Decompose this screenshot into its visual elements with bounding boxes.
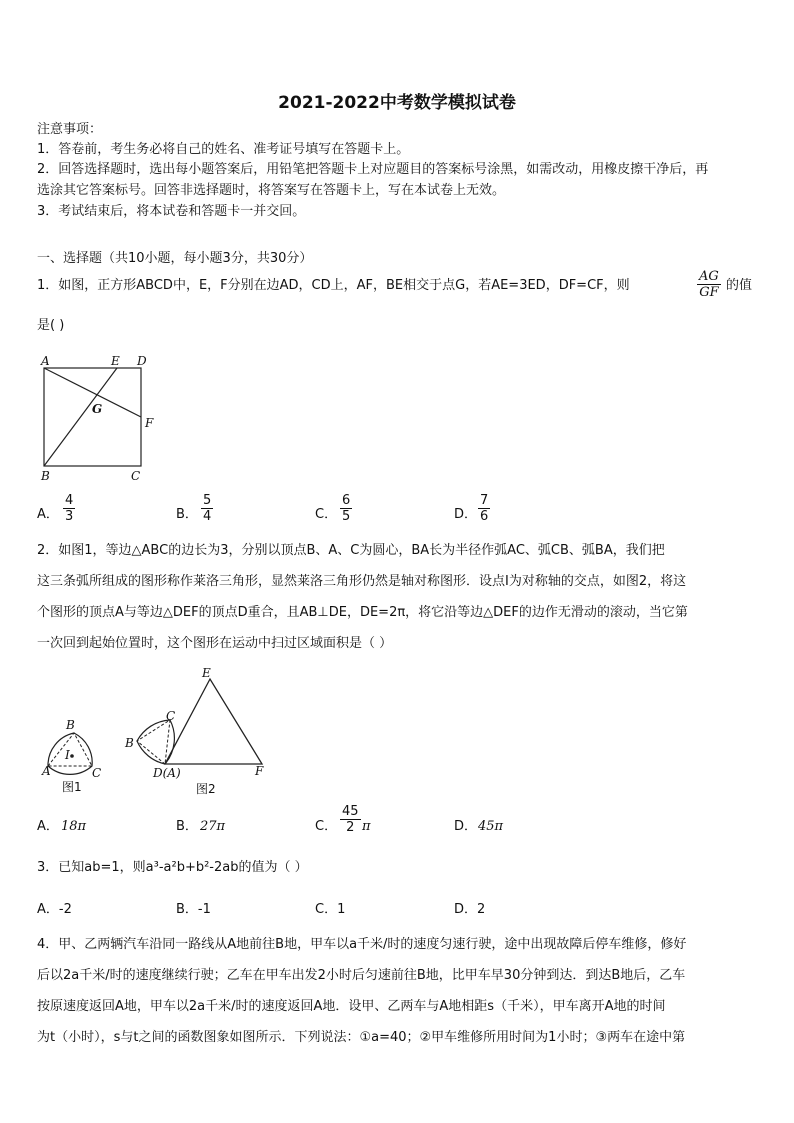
option-d (454, 901, 485, 918)
question-4-line: 后以2a千米/时的速度继续行驶；乙车在甲车出发2小时后匀速前往B地，比甲车早30分钟到达．到达B地后，乙车 (37, 968, 686, 983)
fraction-numerator: 7 (480, 493, 489, 508)
option-value: 1 (337, 902, 346, 917)
question-4-line: 按原速度返回A地，甲车以2a千米/时的速度返回A地．设甲、乙两车与A地相距s（千米），甲车离开A地的时间 (37, 999, 666, 1014)
point-i (70, 754, 74, 758)
fraction-denominator: 2 (346, 820, 355, 835)
inner-triangle-dashed-2 (137, 720, 170, 764)
option-d-letter: D． (454, 507, 478, 522)
option-b-letter: B． (176, 819, 198, 834)
fig1-caption: 图1 (62, 780, 82, 794)
option-b-letter: B． (176, 507, 198, 522)
fraction-numerator: 4 (65, 493, 74, 508)
notice-item: 2．回答选择题时，选出每小题答案后，用铅笔把答题卡上对应题目的答案标号涂黑，如需改动，用橡皮擦干净后，再 (37, 162, 709, 177)
notice-heading: 注意事项： (37, 122, 103, 137)
option-value: 2 (477, 902, 486, 917)
option-d-letter: D． (454, 819, 478, 834)
fig2-label-f: F (255, 764, 264, 778)
label-b: B (41, 469, 50, 483)
option-letter: A． (37, 902, 59, 917)
option-b (176, 901, 211, 918)
option-letter: C． (315, 902, 338, 917)
fig2-label-da: D(A) (153, 766, 181, 780)
fraction-numerator: 45 (342, 804, 359, 819)
question-4-line: 4．甲、乙两辆汽车沿同一路线从A地前往B地，甲车以a千米/时的速度匀速行驶，途中出现故障后停车维修，修好 (37, 937, 687, 952)
question-1-text: 1．如图，正方形ABCD中，E，F分别在边AD，CD上，AF，BE相交于点G，若AE=3ED，DF=CF，则 (37, 278, 630, 293)
question-1-text-line2: 是( ) (37, 318, 65, 333)
triangle-def (165, 679, 262, 764)
question-1-text-end: 的值 (726, 278, 753, 293)
option-a (37, 901, 72, 918)
fraction-denominator: 4 (203, 509, 212, 524)
notice-item: 3．考试结束后，将本试卷和答题卡一并交回。 (37, 204, 306, 219)
question-2-line: 这三条弧所组成的图形称作莱洛三角形，显然莱洛三角形仍然是轴对称图形．设点I为对称轴的交点，如图2，将这 (37, 574, 687, 589)
option-c-letter: C． (315, 819, 338, 834)
option-b-value: 27π (200, 819, 226, 834)
option-c-suffix: π (362, 819, 371, 834)
fig1-label-a: A (42, 764, 51, 778)
option-letter: B． (176, 902, 198, 917)
fraction-denominator: GF (699, 285, 719, 300)
notice-item: 选涂其它答案标号。回答非选择题时，将答案写在答题卡上，写在本试卷上无效。 (37, 183, 506, 198)
option-d-value: 45π (478, 819, 504, 834)
inner-triangle-dashed (48, 733, 92, 766)
page-title: 2021-2022中考数学模拟试卷 (278, 93, 516, 113)
label-c: C (131, 469, 141, 483)
fig2-caption: 图2 (196, 782, 216, 796)
fraction-denominator: 5 (342, 509, 351, 524)
question-4-line: 为t（小时），s与t之间的函数图象如图所示．下列说法：①a=40；②甲车维修所用时间为1小时；③两车在途中第 (37, 1030, 686, 1045)
fraction-numerator: 6 (342, 493, 351, 508)
fraction-numerator: 5 (203, 493, 212, 508)
question-2-line: 2．如图1，等边△ABC的边长为3，分别以顶点B、A、C为圆心，BA长为半径作弧AC、弧CB、弧BA，我们把 (37, 543, 665, 558)
question-3-text: 3．已知ab=1，则a³-a²b+b²-2ab的值为（ ） (37, 860, 308, 875)
fig1-label-c: C (92, 766, 102, 780)
fraction-numerator: AG (699, 269, 719, 284)
option-a-value: 18π (61, 819, 87, 834)
option-a-letter: A． (37, 819, 59, 834)
label-f: F (145, 416, 154, 430)
fig2-label-c: C (166, 709, 176, 723)
option-letter: D． (454, 902, 478, 917)
fraction-denominator: 6 (480, 509, 489, 524)
fig2-label-e: E (202, 666, 211, 680)
question-2-line: 个图形的顶点A与等边△DEF的顶点D重合，且AB⊥DE，DE=2π，将它沿等边△DEF的边作无滑动的滚动，当它第 (37, 605, 688, 620)
question-2-line: 一次回到起始位置时，这个图形在运动中扫过区域面积是（ ） (37, 636, 393, 651)
section-heading: 一、选择题（共10小题，每小题3分，共30分） (37, 251, 313, 266)
fig1-label-b: B (66, 718, 75, 732)
option-c-letter: C． (315, 507, 338, 522)
fraction-denominator: 3 (65, 509, 74, 524)
label-g: G (92, 402, 103, 416)
option-value: -2 (58, 902, 72, 917)
fig2-label-b: B (125, 736, 134, 750)
option-value: -1 (197, 902, 211, 917)
label-e: E (111, 354, 120, 368)
label-a: A (41, 354, 50, 368)
label-d: D (137, 354, 147, 368)
option-c (315, 901, 345, 918)
fig1-label-i: I (65, 748, 70, 762)
option-a-letter: A． (37, 507, 59, 522)
notice-item: 1．答卷前，考生务必将自己的姓名、准考证号填写在答题卡上。 (37, 142, 410, 157)
option-c-fraction (340, 804, 361, 835)
